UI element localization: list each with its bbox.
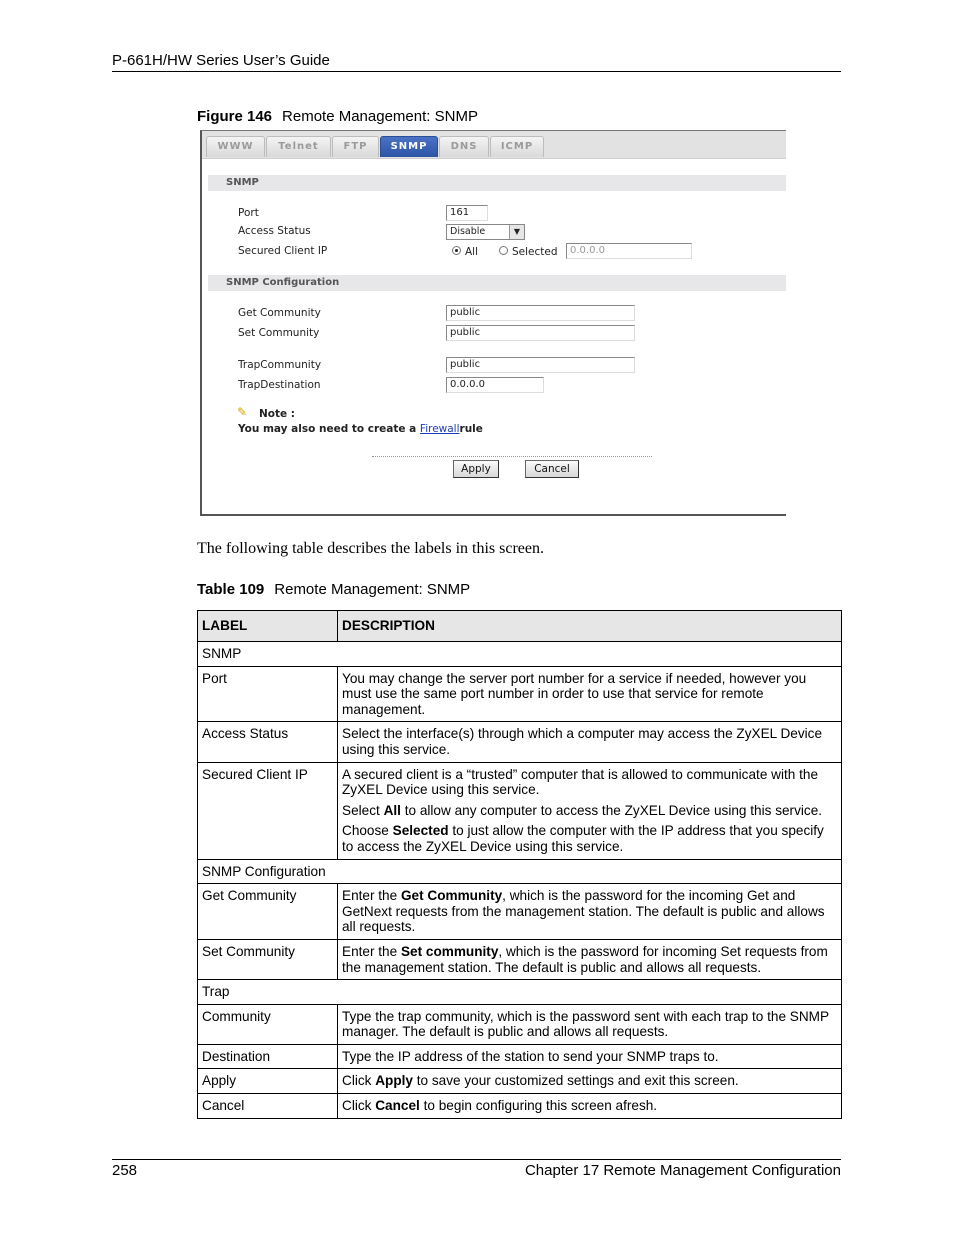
row-description: [338, 666, 842, 722]
row-label: Secured Client IP: [198, 762, 338, 859]
description-paragraph: You may change the server port number for a service if needed, however you must use the same port number in order to use that service for remote management.: [342, 670, 807, 717]
section-label: SNMP: [198, 642, 842, 667]
table-caption: [197, 581, 470, 598]
row-description: [338, 884, 842, 940]
section-label: SNMP Configuration: [198, 859, 842, 884]
row-label: Cancel: [198, 1094, 338, 1119]
table-row: [198, 1069, 842, 1094]
footer-rule: [112, 1159, 841, 1160]
note-title: Note :: [259, 408, 295, 420]
note-text-before: You may also need to create a: [238, 423, 420, 435]
access-status-label: Access Status: [238, 225, 311, 237]
get-community-input[interactable]: public: [446, 305, 635, 321]
intro-paragraph: The following table describes the labels in this screen.: [197, 540, 545, 557]
row-label: Apply: [198, 1069, 338, 1094]
bold-term: Get Community: [400, 888, 503, 904]
trap-community-input[interactable]: public: [446, 357, 635, 373]
bold-term: Set community: [400, 943, 499, 959]
radio-all[interactable]: [452, 246, 461, 255]
note-icon: ✎: [237, 405, 248, 419]
tab-www[interactable]: WWW: [206, 136, 265, 157]
row-label: Access Status: [198, 722, 338, 762]
tab-snmp[interactable]: SNMP: [380, 136, 438, 157]
row-label: Port: [198, 666, 338, 722]
radio-all-label: All: [465, 246, 479, 258]
firewall-link[interactable]: Firewall: [419, 423, 460, 435]
table-row: [198, 1094, 842, 1119]
section-label: Trap: [198, 980, 842, 1005]
dotted-divider: [372, 456, 652, 457]
set-community-input[interactable]: public: [446, 325, 635, 341]
row-description: [338, 1094, 842, 1119]
row-description: [338, 1069, 842, 1094]
description-paragraph: A secured client is a “trusted” computer that is allowed to communicate with the ZyXEL Device using this service.: [342, 766, 818, 798]
apply-button[interactable]: Apply: [453, 460, 499, 478]
note-text: [238, 423, 483, 435]
page-number: 258: [112, 1162, 138, 1179]
description-column-header: DESCRIPTION: [338, 611, 842, 642]
table-row: [198, 722, 842, 762]
table-row: [198, 884, 842, 940]
running-header: P-661H/HW Series User’s Guide: [112, 52, 330, 69]
description-paragraph: Type the IP address of the station to send your SNMP traps to.: [342, 1048, 719, 1064]
table-row: [198, 666, 842, 722]
tab-bar: [202, 131, 786, 159]
figure-number: Figure 146: [197, 108, 273, 125]
table-title: Remote Management: SNMP: [274, 581, 471, 598]
tab-dns[interactable]: DNS: [439, 136, 489, 157]
table-number: Table 109: [197, 581, 265, 598]
get-community-label: Get Community: [238, 307, 321, 319]
cancel-button[interactable]: Cancel: [525, 460, 579, 478]
description-paragraph: Enter the Get Community, which is the password for the incoming Get and GetNext requests from the management station. The default is public and allows all requests.: [342, 888, 825, 935]
table-section-row: [198, 642, 842, 667]
table-row: [198, 939, 842, 979]
dropdown-arrow-icon: ▼: [509, 225, 524, 239]
row-label: Destination: [198, 1044, 338, 1069]
row-description: [338, 939, 842, 979]
description-paragraph: Enter the Set community, which is the password for incoming Set requests from the management station. The default is public and allows all requests.: [342, 943, 828, 975]
table-section-row: [198, 980, 842, 1005]
radio-selected-label: Selected: [512, 246, 558, 258]
set-community-label: Set Community: [238, 327, 320, 339]
bold-term: Cancel: [375, 1098, 420, 1114]
header-rule: [112, 71, 841, 72]
table-body: [198, 642, 842, 1119]
radio-selected[interactable]: [499, 246, 508, 255]
description-table: [197, 610, 842, 1119]
snmp-section-bar: SNMP: [208, 175, 786, 191]
description-paragraph: Select the interface(s) through which a computer may access the ZyXEL Device using this service.: [342, 726, 823, 757]
row-description: [338, 1044, 842, 1069]
tab-icmp[interactable]: ICMP: [490, 136, 544, 157]
access-status-value: Disable: [450, 226, 486, 237]
trap-destination-label: TrapDestination: [238, 379, 321, 391]
port-input[interactable]: 161: [446, 205, 488, 221]
label-column-header: LABEL: [198, 611, 338, 642]
figure-title: Remote Management: SNMP: [282, 108, 478, 125]
secured-client-label: Secured Client IP: [238, 245, 328, 257]
access-status-select[interactable]: [446, 224, 525, 240]
note-text-after: rule: [459, 423, 483, 435]
description-paragraph: Click Apply to save your customized settings and exit this screen.: [342, 1073, 739, 1089]
snmp-config-section-bar: SNMP Configuration: [208, 275, 786, 291]
row-description: [338, 722, 842, 762]
selected-ip-input[interactable]: 0.0.0.0: [566, 243, 692, 259]
tab-telnet[interactable]: Telnet: [266, 136, 331, 157]
port-label: Port: [238, 207, 259, 219]
bold-term: All: [383, 802, 401, 818]
row-label: Community: [198, 1004, 338, 1044]
trap-destination-input[interactable]: 0.0.0.0: [446, 377, 544, 393]
table-row: [198, 1044, 842, 1069]
description-paragraph: Choose Selected to just allow the computer with the IP address that you specify to access the ZyXEL Device using this service.: [342, 823, 824, 854]
chapter-title: Chapter 17 Remote Management Configuration: [524, 1162, 841, 1179]
description-paragraph: Click Cancel to begin configuring this screen afresh.: [342, 1098, 658, 1114]
row-label: Set Community: [198, 939, 338, 979]
row-description: [338, 1004, 842, 1044]
table-row: [198, 762, 842, 859]
row-label: Get Community: [198, 884, 338, 940]
description-paragraph: Select All to allow any computer to access the ZyXEL Device using this service.: [342, 802, 823, 818]
trap-community-label: TrapCommunity: [238, 359, 322, 371]
table-row: [198, 1004, 842, 1044]
row-description: [338, 762, 842, 859]
snmp-screenshot: [200, 130, 786, 516]
bold-term: Apply: [375, 1073, 413, 1089]
table-header-row: [198, 611, 842, 642]
tab-ftp[interactable]: FTP: [332, 136, 379, 157]
description-paragraph: Type the trap community, which is the password sent with each trap to the SNMP manager. The default is public and allows all requests.: [342, 1008, 829, 1040]
figure-caption: [197, 108, 478, 125]
bold-term: Selected: [392, 823, 449, 839]
table-section-row: [198, 859, 842, 884]
